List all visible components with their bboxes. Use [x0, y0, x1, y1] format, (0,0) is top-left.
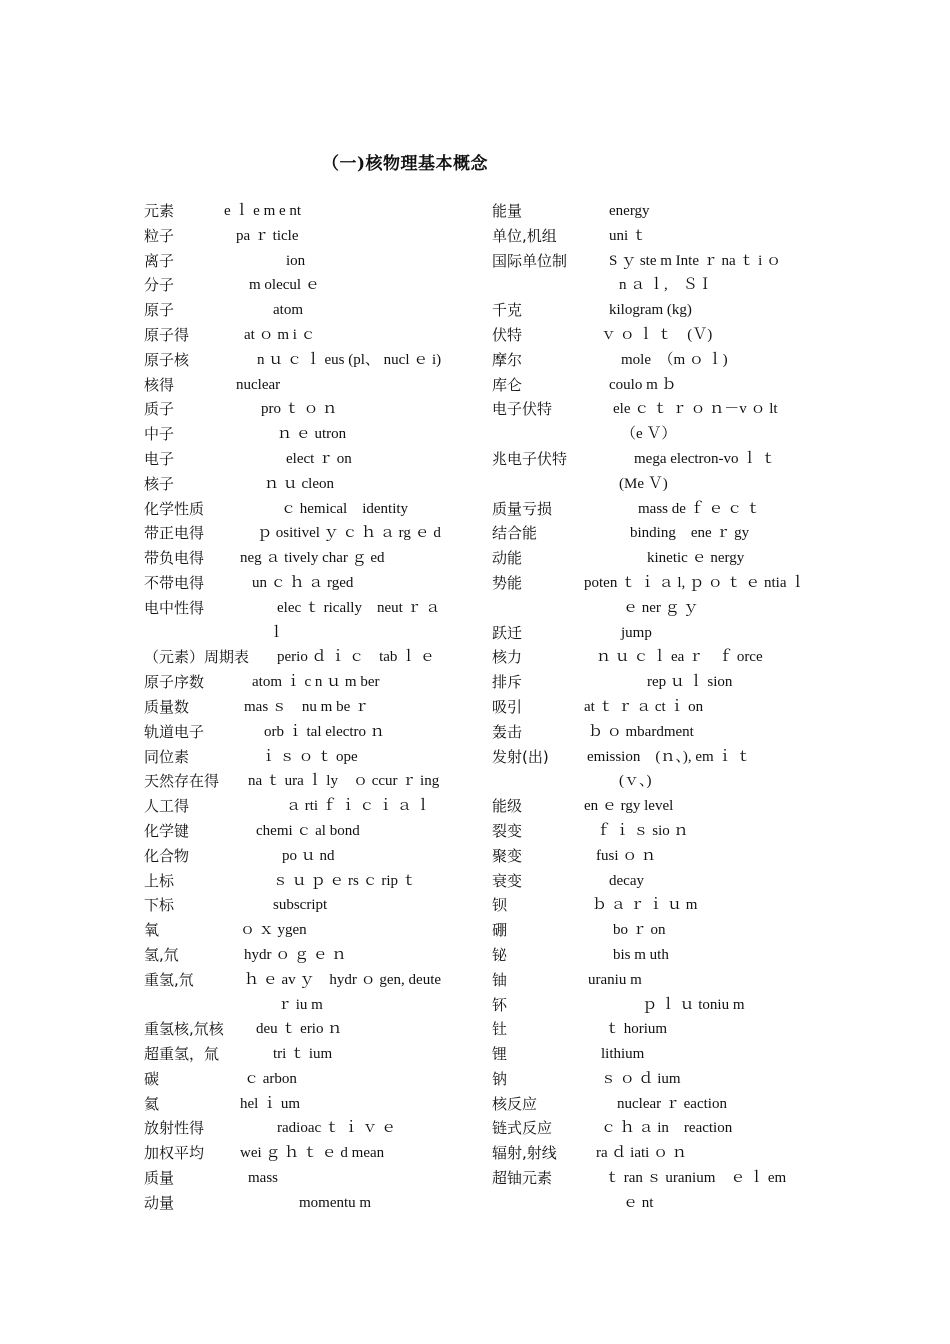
chinese-term: 摩尔 — [492, 350, 523, 369]
english-term: ｏ ｘ ygen — [240, 922, 307, 939]
glossary-entry — [492, 968, 822, 993]
english-term: ｎ ｅ utron — [277, 426, 347, 443]
chinese-term: 跃迁 — [492, 623, 523, 642]
chinese-term: 氢,氘 — [144, 945, 179, 964]
english-term: decay — [609, 872, 644, 889]
chinese-term: 千克 — [492, 301, 523, 320]
chinese-term: 加权平均 — [144, 1144, 205, 1163]
glossary-entry — [144, 472, 474, 497]
chinese-term: 铀 — [492, 970, 508, 989]
english-term: neg ａ tively char ｇ ed — [240, 550, 385, 567]
glossary-entry — [492, 472, 822, 497]
english-term: hydr ｏ ｇ ｅ ｎ — [244, 946, 347, 963]
glossary-entry — [144, 670, 474, 695]
chinese-term: 氦 — [144, 1094, 160, 1113]
glossary-entry — [492, 298, 822, 323]
glossary-entry — [492, 1116, 822, 1141]
chinese-term: 原子序数 — [144, 673, 205, 692]
chinese-term: 带负电得 — [144, 549, 205, 568]
chinese-term: 排斥 — [492, 673, 523, 692]
english-term: elect ｒ on — [286, 450, 352, 467]
english-term: ｆ ｉ ｓ sio ｎ — [596, 822, 689, 839]
glossary-entry — [144, 1191, 474, 1216]
english-term: elec ｔ rically neut ｒ ａ — [277, 599, 441, 616]
english-term: m olecul ｅ — [249, 277, 320, 294]
glossary-entry — [492, 745, 822, 770]
chinese-term: 兆电子伏特 — [492, 449, 568, 468]
glossary-entry — [144, 645, 474, 670]
chinese-term: 化合物 — [144, 846, 190, 865]
chinese-term: 核子 — [144, 474, 175, 493]
english-term: binding ene ｒ gy — [630, 525, 750, 542]
english-term: S ｙ ste m Inte ｒ na ｔ i ｏ — [609, 252, 782, 269]
english-term: jump — [621, 624, 652, 641]
glossary-entry — [144, 348, 474, 373]
glossary-entry — [492, 1067, 822, 1092]
english-term: ｎ ｕ ｃ ｌ ea ｒ ｆ orce — [596, 649, 763, 666]
glossary-entry — [144, 819, 474, 844]
english-term: pro ｔ ｏ ｎ — [261, 401, 338, 418]
glossary-entry — [144, 621, 474, 646]
chinese-term: 离子 — [144, 251, 175, 270]
glossary-entry — [492, 397, 822, 422]
chinese-term: 硼 — [492, 921, 508, 940]
chinese-term: 单位,机组 — [492, 226, 557, 245]
english-term: e ｌ e m e nt — [224, 203, 302, 219]
glossary-entry — [492, 447, 822, 472]
english-term: ｒ iu m — [277, 996, 323, 1013]
english-term: hel ｉ um — [240, 1095, 300, 1112]
chinese-term: 辐射,射线 — [492, 1144, 557, 1163]
glossary-entry — [144, 695, 474, 720]
glossary-entry — [492, 199, 822, 224]
glossary-entry — [492, 273, 822, 298]
chinese-term: 电中性得 — [144, 598, 205, 617]
glossary-entry — [144, 968, 474, 993]
glossary-entry — [492, 422, 822, 447]
chinese-term: 质子 — [144, 400, 175, 419]
glossary-entry — [144, 596, 474, 621]
english-term: kilogram (kg) — [609, 302, 692, 319]
chinese-term: 电子伏特 — [492, 400, 553, 419]
chinese-term: 核得 — [144, 375, 175, 394]
english-term: ele ｃ ｔ ｒ ｏ ｎ－v ｏ lt — [613, 401, 778, 418]
english-term: atom — [273, 302, 303, 319]
glossary-entry — [492, 224, 822, 249]
glossary-entry — [492, 1042, 822, 1067]
english-term: mole （m ｏ ｌ) — [621, 351, 728, 368]
chinese-term: 结合能 — [492, 524, 538, 543]
english-term: nuclear — [236, 376, 281, 393]
glossary-entry — [144, 1141, 474, 1166]
english-term: uraniu m — [588, 971, 642, 988]
glossary-entry — [492, 819, 822, 844]
chinese-term: 发射(出) — [492, 747, 549, 766]
glossary-entry — [492, 794, 822, 819]
chinese-term: 吸引 — [492, 697, 523, 716]
english-term: tri ｔ ium — [273, 1046, 333, 1063]
english-term: ion — [286, 252, 306, 269]
english-term: mega electron-vo ｌ ｔ — [634, 450, 777, 467]
glossary-entry — [492, 249, 822, 274]
glossary-entry — [144, 720, 474, 745]
glossary-entry — [492, 1141, 822, 1166]
chinese-term: 聚变 — [492, 846, 523, 865]
chinese-term: 上标 — [144, 871, 175, 890]
english-term: ｐ ositivel ｙ ｃ ｈ ａ rg ｅ d — [257, 525, 441, 542]
english-term: ｃ hemical identity — [281, 500, 409, 517]
glossary-entry — [492, 1166, 822, 1191]
glossary-entry — [144, 844, 474, 869]
glossary-entry — [492, 373, 822, 398]
chinese-term: 库仑 — [492, 375, 523, 394]
english-term: （e Ｖ） — [621, 426, 677, 443]
chinese-term: 钡 — [492, 896, 508, 915]
glossary-entry — [492, 1092, 822, 1117]
chinese-term: 碳 — [144, 1069, 160, 1088]
chinese-term: 超铀元素 — [492, 1169, 553, 1188]
english-term: na ｔ ura ｌ ly ｏ ccur ｒ ing — [248, 773, 440, 790]
english-term: ｔ ran ｓ uranium ｅ ｌ em — [605, 1170, 787, 1187]
english-term: ｃ arbon — [244, 1070, 297, 1087]
chinese-term: 人工得 — [144, 797, 190, 816]
chinese-term: 粒子 — [144, 226, 175, 245]
glossary-entry — [144, 918, 474, 943]
chinese-term: 国际单位制 — [492, 251, 568, 270]
chinese-term: 放射性得 — [144, 1119, 205, 1138]
chinese-term: 原子核 — [144, 350, 190, 369]
chinese-term: 势能 — [492, 573, 523, 592]
chinese-term: 同位素 — [144, 747, 190, 766]
chinese-term: 化学性质 — [144, 499, 205, 518]
chinese-term: 分子 — [144, 276, 175, 295]
glossary-entry — [144, 769, 474, 794]
english-term: mass — [248, 1170, 278, 1187]
glossary-entry — [492, 1017, 822, 1042]
chinese-term: 衰变 — [492, 871, 523, 890]
chinese-term: 核力 — [492, 648, 523, 667]
glossary-entry — [492, 323, 822, 348]
english-term: ｅ nt — [623, 1194, 654, 1211]
glossary-entry — [492, 844, 822, 869]
english-term: kinetic ｅ nergy — [647, 550, 745, 567]
english-term: en ｅ rgy level — [584, 798, 674, 815]
chinese-term: 氧 — [144, 921, 160, 940]
english-term: ｖ ｏ ｌ ｔ (Ｖ) — [601, 326, 713, 343]
glossary-entry — [144, 1166, 474, 1191]
chinese-term: 天然存在得 — [144, 772, 220, 791]
english-term: ｓ ｏ ｄ ium — [601, 1070, 681, 1087]
english-term: ａ rti ｆ ｉ ｃ ｉ ａ ｌ — [286, 798, 431, 815]
glossary-entry — [144, 745, 474, 770]
glossary-entry — [492, 571, 822, 596]
chinese-term: 质量 — [144, 1169, 175, 1188]
glossary-right-column — [492, 199, 822, 1216]
glossary-entry — [144, 794, 474, 819]
glossary-entry — [492, 497, 822, 522]
glossary-entry — [144, 1067, 474, 1092]
chinese-term: 原子 — [144, 301, 175, 320]
glossary-entry — [144, 993, 474, 1018]
english-term: ｎ ｕ cleon — [264, 475, 334, 492]
glossary-entry — [144, 422, 474, 447]
chinese-term: 钍 — [492, 1020, 508, 1039]
glossary-entry — [492, 348, 822, 373]
english-term: bis m uth — [613, 946, 669, 963]
chinese-term: 铋 — [492, 945, 508, 964]
glossary-entry — [144, 497, 474, 522]
glossary-entry — [144, 893, 474, 918]
glossary-entry — [144, 1116, 474, 1141]
chinese-term: 伏特 — [492, 325, 523, 344]
glossary-entry — [144, 273, 474, 298]
english-term: mass de ｆ ｅ ｃ ｔ — [638, 500, 761, 517]
english-term: n ｕ ｃ ｌ eus (pl、 nucl ｅ i) — [257, 351, 442, 368]
glossary-entry — [144, 249, 474, 274]
english-term: bo ｒ on — [613, 922, 666, 939]
english-term: uni ｔ — [609, 227, 647, 244]
english-term: po ｕ nd — [282, 847, 335, 864]
chinese-term: 核反应 — [492, 1094, 538, 1113]
glossary-entry — [492, 918, 822, 943]
glossary-entry — [492, 720, 822, 745]
glossary-entry — [144, 943, 474, 968]
english-term: poten ｔ ｉ ａ l, ｐ ｏ ｔ ｅ ntia ｌ — [584, 574, 806, 591]
english-term: ｓ ｕ ｐ ｅ rs ｃ rip ｔ — [273, 872, 417, 889]
english-term: energy — [609, 203, 650, 219]
chinese-term: 链式反应 — [492, 1119, 553, 1138]
english-term: coulo m ｂ — [609, 376, 677, 393]
glossary-entry — [492, 695, 822, 720]
english-term: ｔ horium — [605, 1021, 668, 1038]
english-term: (ｖ、) — [619, 773, 652, 790]
glossary-entry — [144, 546, 474, 571]
english-term: ｅ ner ｇ ｙ — [623, 599, 699, 616]
english-term: ｌ — [269, 624, 285, 641]
english-term: deu ｔ erio ｎ — [256, 1021, 343, 1038]
chinese-term: 不带电得 — [144, 573, 205, 592]
english-term: subscript — [273, 897, 328, 914]
english-term: pa ｒ ticle — [236, 227, 299, 244]
glossary-entry — [144, 298, 474, 323]
chinese-term: 化学键 — [144, 821, 190, 840]
glossary-entry — [144, 1017, 474, 1042]
glossary-entry — [144, 199, 474, 224]
chinese-term: 重氢核,氘核 — [144, 1020, 224, 1039]
glossary-left-column — [144, 199, 474, 1216]
glossary-entry — [492, 893, 822, 918]
chinese-term: 锂 — [492, 1045, 508, 1064]
chinese-term: 电子 — [144, 449, 175, 468]
glossary-entry — [492, 645, 822, 670]
english-term: ｈ ｅ av ｙ hydr ｏ gen, deute — [244, 971, 442, 988]
glossary-entry — [144, 571, 474, 596]
glossary-entry — [144, 447, 474, 472]
chinese-term: 原子得 — [144, 325, 190, 344]
english-term: ra ｄ iati ｏ ｎ — [596, 1145, 687, 1162]
english-term: momentu m — [299, 1194, 372, 1211]
glossary-entry — [144, 224, 474, 249]
english-term: lithium — [601, 1046, 645, 1063]
english-term: atom ｉ c n ｕ m ber — [252, 674, 380, 691]
english-term: nuclear ｒ eaction — [617, 1095, 727, 1112]
glossary-entry — [492, 596, 822, 621]
english-term: at ｔ ｒ ａ ct ｉ on — [584, 698, 704, 715]
glossary-entry — [144, 1092, 474, 1117]
glossary-entry — [492, 943, 822, 968]
glossary-entry — [492, 546, 822, 571]
english-term: n ａ ｌ, ＳＩ — [619, 277, 713, 294]
chinese-term: （元素）周期表 — [144, 648, 250, 667]
english-term: (Me Ｖ) — [619, 475, 668, 492]
glossary-entry — [144, 521, 474, 546]
english-term: wei ｇ ｈ ｔ ｅ d mean — [240, 1145, 385, 1162]
glossary-entry — [492, 670, 822, 695]
chinese-term: 能级 — [492, 797, 523, 816]
glossary-entry — [144, 1042, 474, 1067]
glossary-entry — [144, 373, 474, 398]
english-term: ｂ ａ ｒ ｉ ｕ m — [592, 897, 698, 914]
english-term: at ｏ m i ｃ — [244, 326, 316, 343]
glossary-entry — [144, 397, 474, 422]
english-term: radioac ｔ ｉ ｖ ｅ — [277, 1120, 397, 1137]
glossary-entry — [144, 323, 474, 348]
english-term: ｂ ｏ mbardment — [588, 723, 694, 740]
chinese-term: 中子 — [144, 425, 175, 444]
glossary-entry — [144, 869, 474, 894]
chinese-term: 轰击 — [492, 722, 523, 741]
glossary-entry — [492, 769, 822, 794]
page-title: （一)核物理基本概念 — [322, 154, 489, 174]
chinese-term: 质量数 — [144, 697, 190, 716]
english-term: fusi ｏ ｎ — [596, 847, 657, 864]
chinese-term: 钚 — [492, 995, 508, 1014]
english-term: emission (ｎ、), em ｉ ｔ — [587, 748, 752, 765]
english-term: rep ｕ ｌ sion — [647, 674, 733, 691]
english-term: orb ｉ tal electro ｎ — [264, 723, 385, 740]
glossary-entry — [492, 993, 822, 1018]
glossary-entry — [492, 621, 822, 646]
english-term: ｃ ｈ ａ in reaction — [601, 1120, 733, 1137]
glossary-entry — [492, 869, 822, 894]
english-term: mas ｓ nu m be ｒ — [244, 698, 369, 715]
english-term: ｉ ｓ ｏ ｔ ope — [261, 748, 358, 765]
chinese-term: 动能 — [492, 549, 523, 568]
glossary-entry — [492, 521, 822, 546]
glossary-entry — [492, 1191, 822, 1216]
chinese-term: 元素 — [144, 202, 175, 220]
chinese-term: 裂变 — [492, 821, 523, 840]
english-term: ｐ ｌ ｕ toniu m — [642, 996, 745, 1013]
chinese-term: 带正电得 — [144, 524, 205, 543]
chinese-term: 下标 — [144, 896, 175, 915]
chinese-term: 质量亏损 — [492, 499, 553, 518]
chinese-term: 动量 — [144, 1193, 175, 1212]
chinese-term: 超重氢，氚 — [144, 1045, 220, 1064]
english-term: un ｃ ｈ ａ rged — [252, 574, 354, 591]
chinese-term: 钠 — [492, 1069, 508, 1088]
english-term: perio ｄ ｉ ｃ tab ｌ ｅ — [277, 649, 435, 666]
english-term: chemi ｃ al bond — [256, 822, 360, 839]
chinese-term: 重氢,氘 — [144, 970, 194, 989]
chinese-term: 能量 — [492, 202, 523, 220]
chinese-term: 轨道电子 — [144, 722, 205, 741]
